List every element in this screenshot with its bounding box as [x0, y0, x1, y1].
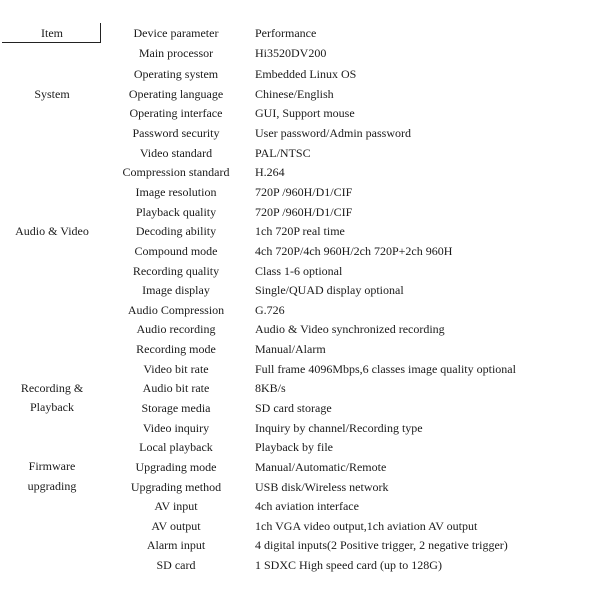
row-parameter: AV input: [154, 499, 198, 513]
group-label-recording-playback-1: Recording &: [20, 381, 84, 395]
row-parameter: Upgrading method: [130, 480, 222, 494]
row-performance: PAL/NTSC: [255, 146, 311, 160]
row-parameter: AV output: [151, 519, 201, 533]
row-performance: Single/QUAD display optional: [255, 283, 404, 297]
row-parameter: Recording quality: [132, 264, 220, 278]
row-parameter: SD card: [156, 558, 196, 572]
row-performance: GUI, Support mouse: [255, 106, 355, 120]
row-performance: SD card storage: [255, 401, 332, 415]
row-performance: Class 1-6 optional: [255, 264, 343, 278]
row-parameter: Recording mode: [136, 342, 216, 356]
row-performance: 1 SDXC High speed card (up to 128G): [255, 558, 442, 572]
row-parameter: Image resolution: [135, 185, 217, 199]
row-performance: USB disk/Wireless network: [255, 480, 389, 494]
row-parameter: Storage media: [141, 401, 211, 415]
header-performance: Performance: [255, 26, 317, 40]
row-parameter: Password security: [132, 126, 220, 140]
row-performance: 1ch 720P real time: [255, 224, 345, 238]
row-parameter: Video inquiry: [142, 421, 210, 435]
row-performance: Manual/Alarm: [255, 342, 326, 356]
row-performance: 8KB/s: [255, 381, 286, 395]
row-performance: 4ch 720P/4ch 960H/2ch 720P+2ch 960H: [255, 244, 453, 258]
row-parameter: Audio Compression: [127, 303, 225, 317]
row-performance: 4ch aviation interface: [255, 499, 359, 513]
row-parameter: Main processor: [138, 46, 214, 60]
row-performance: Manual/Automatic/Remote: [255, 460, 387, 474]
row-parameter: Video bit rate: [143, 362, 209, 376]
row-performance: 4 digital inputs(2 Positive trigger, 2 negative trigger): [255, 538, 508, 552]
row-parameter: Compound mode: [134, 244, 218, 258]
row-parameter: Audio recording: [136, 322, 216, 336]
row-parameter: Local playback: [139, 440, 213, 454]
group-label-firmware-1: Firmware: [28, 459, 76, 473]
row-performance: H.264: [255, 165, 285, 179]
row-parameter: Playback quality: [135, 205, 217, 219]
group-label-system: System: [34, 87, 70, 101]
row-parameter: Operating system: [133, 67, 219, 81]
row-parameter: Image display: [142, 283, 210, 297]
row-performance: Audio & Video synchronized recording: [255, 322, 445, 336]
row-performance: 1ch VGA video output,1ch aviation AV output: [255, 519, 478, 533]
row-parameter: Upgrading mode: [135, 460, 217, 474]
row-performance: Inquiry by channel/Recording type: [255, 421, 423, 435]
row-performance: Chinese/English: [255, 87, 334, 101]
row-performance: Embedded Linux OS: [255, 67, 357, 81]
row-performance: G.726: [255, 303, 285, 317]
header-item: Item: [41, 26, 63, 40]
group-label-firmware-2: upgrading: [27, 479, 77, 493]
row-parameter: Decoding ability: [135, 224, 217, 238]
row-performance: Hi3520DV200: [255, 46, 327, 60]
row-performance: User password/Admin password: [255, 126, 411, 140]
row-performance: Playback by file: [255, 440, 333, 454]
row-parameter: Audio bit rate: [142, 381, 210, 395]
row-parameter: Operating interface: [129, 106, 223, 120]
row-parameter: Alarm input: [146, 538, 206, 552]
group-label-audio-video: Audio & Video: [15, 224, 89, 238]
row-parameter: Compression standard: [122, 165, 230, 179]
row-performance: 720P /960H/D1/CIF: [255, 185, 353, 199]
group-label-recording-playback-2: Playback: [30, 400, 74, 414]
row-parameter: Operating language: [128, 87, 224, 101]
row-parameter: Video standard: [139, 146, 213, 160]
row-performance: 720P /960H/D1/CIF: [255, 205, 353, 219]
row-performance: Full frame 4096Mbps,6 classes image quality optional: [255, 362, 516, 376]
header-parameter: Device parameter: [133, 26, 219, 40]
